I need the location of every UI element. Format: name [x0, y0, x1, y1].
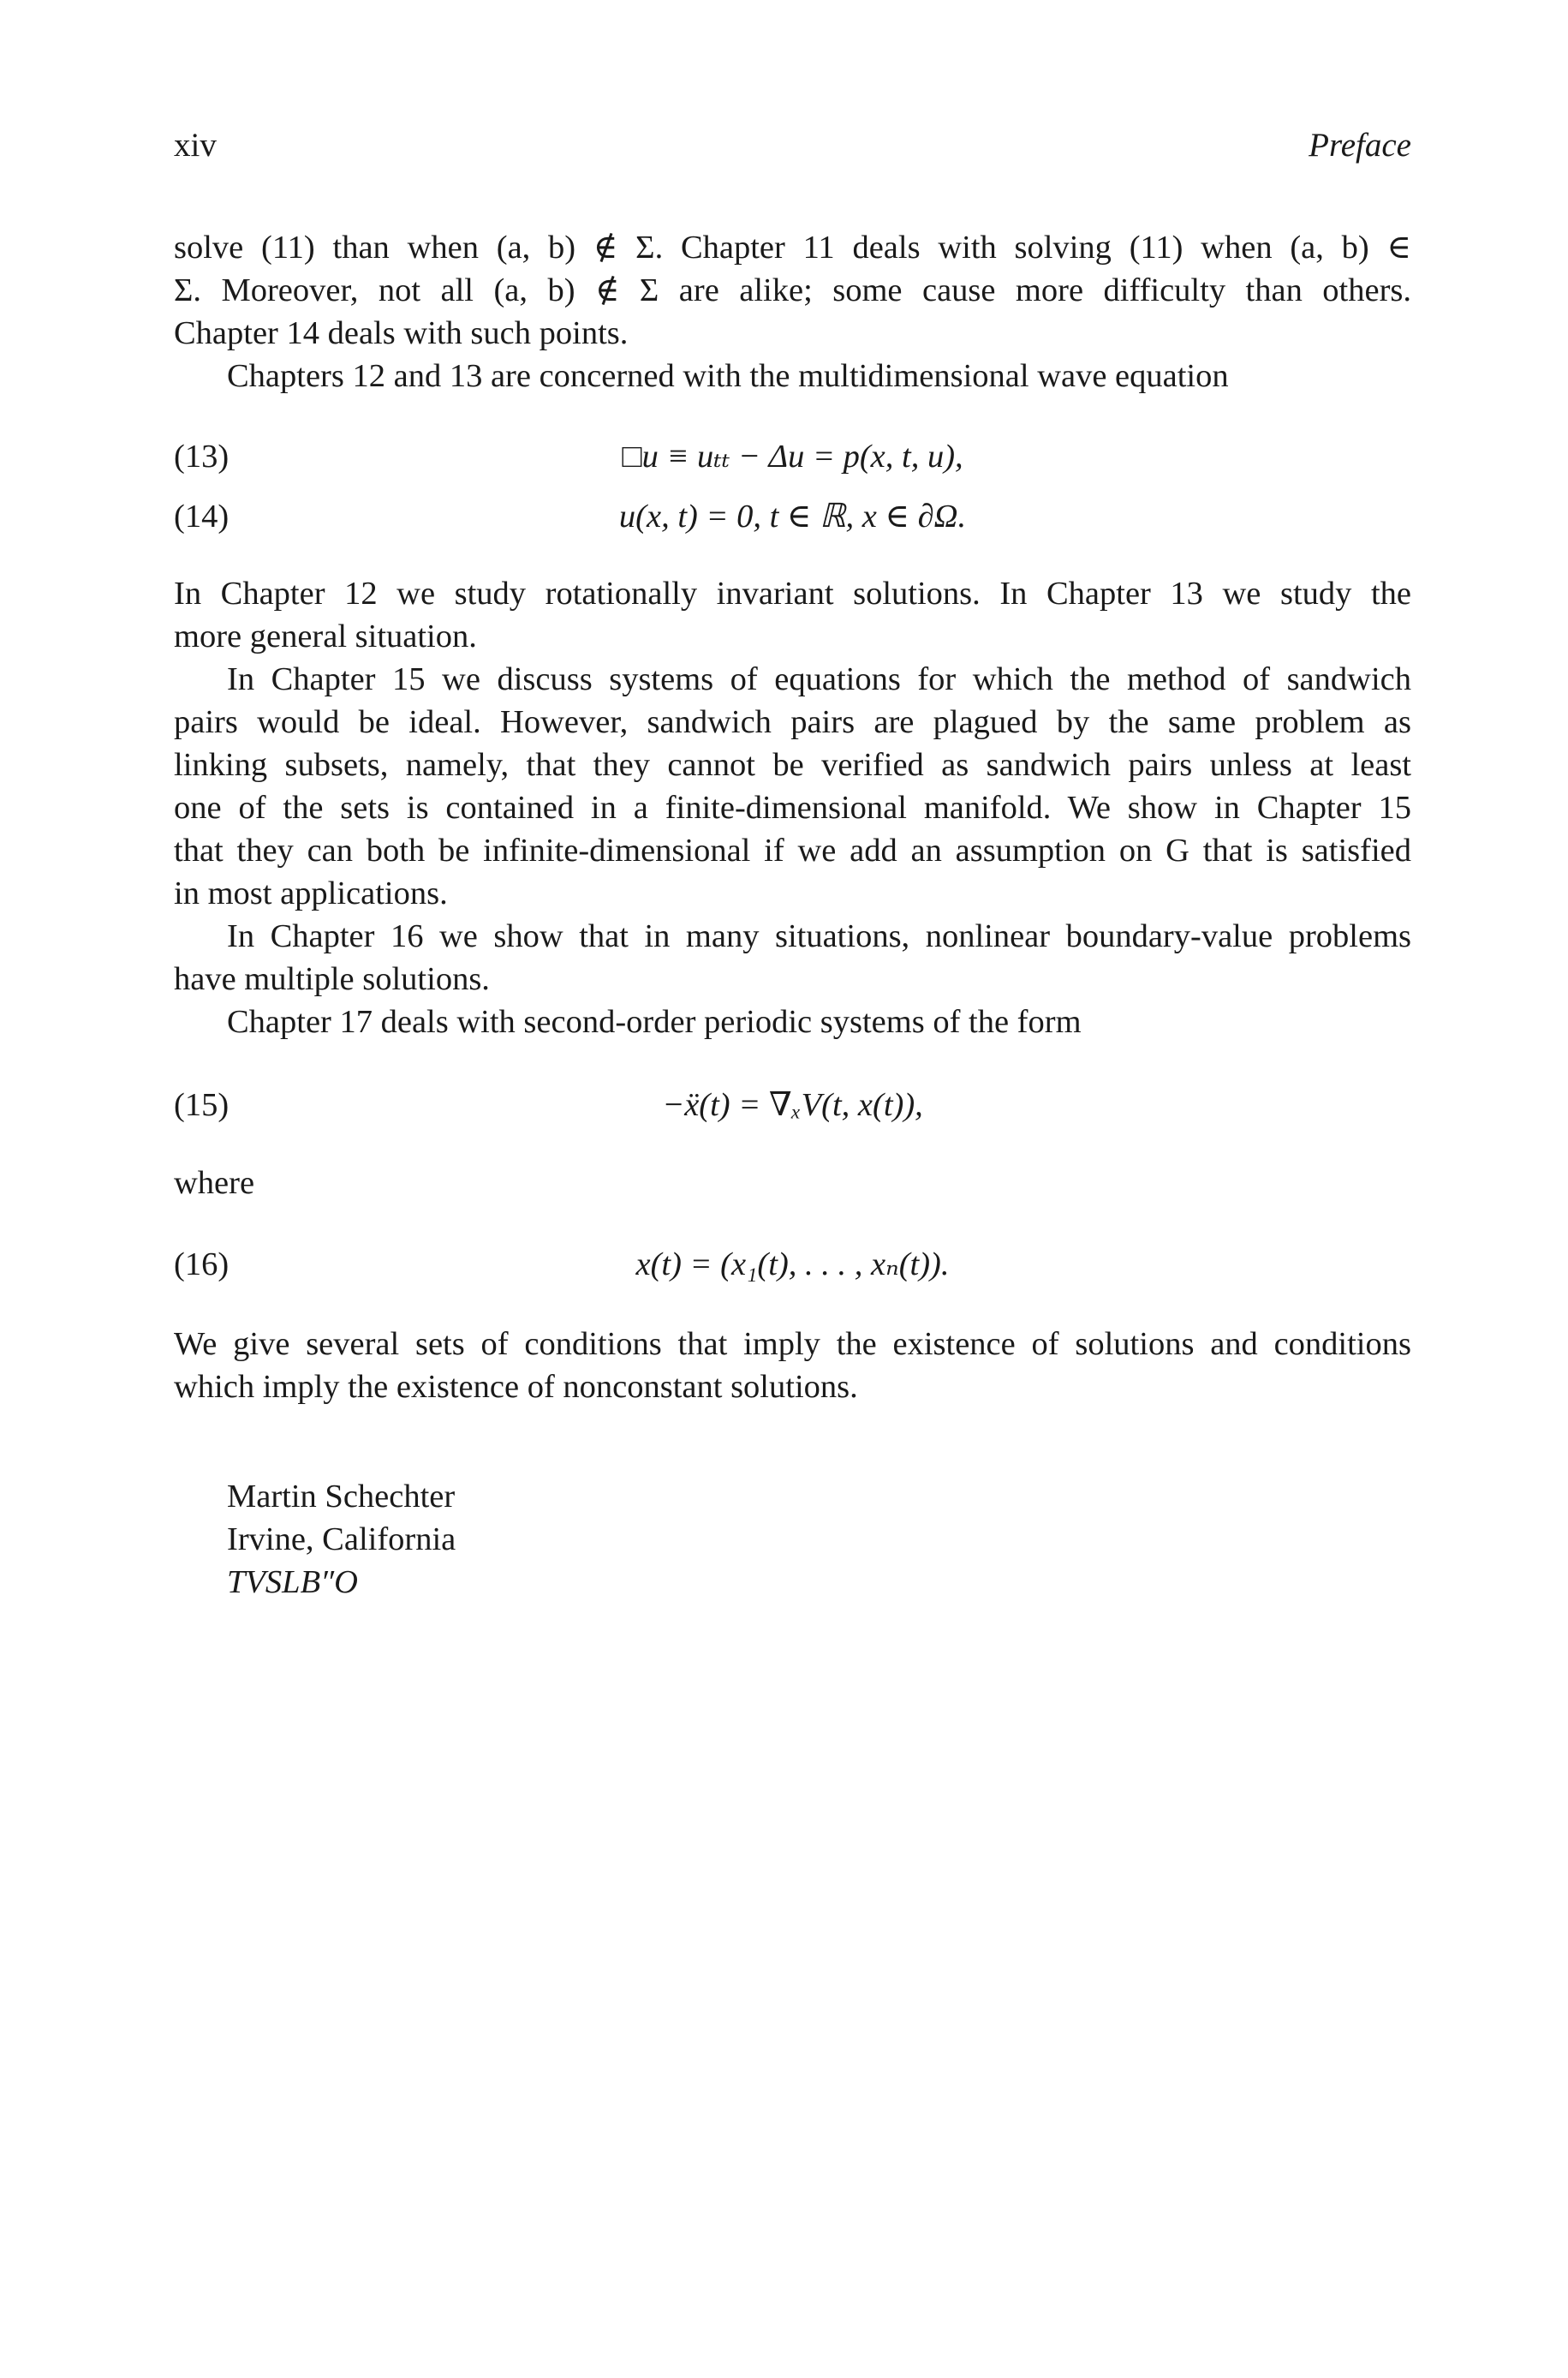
author-name: Martin Schechter: [227, 1479, 456, 1515]
author-place: Irvine, California: [227, 1521, 456, 1557]
equation-number: (14): [174, 499, 230, 535]
text-line: where: [174, 1165, 255, 1201]
equation-14: [174, 495, 1411, 538]
equation-body: −ẍ(t) = ∇ₓV(t, x(t)),: [662, 1087, 923, 1123]
equation-body: □u ≡ uₜₜ − Δu = p(x, t, u),: [622, 439, 963, 475]
equation-number: (15): [174, 1087, 230, 1123]
text-line: In Chapter 16 we show that in many situations, nonlinear boundary-value problems: [227, 918, 1411, 954]
equation-body: x(t) = (x₁(t), . . . , xₙ(t)).: [635, 1246, 950, 1282]
text-line: In Chapter 12 we study rotationally invariant solutions. In Chapter 13 we study the: [174, 576, 1411, 612]
text-line: more general situation.: [174, 618, 477, 654]
page-number: xiv: [174, 127, 217, 164]
equation-13: [174, 435, 1411, 478]
text-line: Chapters 12 and 13 are concerned with the multidimensional wave equation: [227, 358, 1229, 394]
text-line: In Chapter 15 we discuss systems of equations for which the method of sandwich: [227, 661, 1411, 697]
text-line: Σ. Moreover, not all (a, b) ∉ Σ are alike; some cause more difficulty than others.: [174, 272, 1411, 308]
text-line: one of the sets is contained in a finite-dimensional manifold. We show in Chapter 15: [174, 790, 1411, 826]
date-code: TVSLB″O: [227, 1564, 358, 1600]
text-line: have multiple solutions.: [174, 961, 490, 997]
text-line: pairs would be ideal. However, sandwich pairs are plagued by the same problem as: [174, 704, 1411, 740]
equation-number: (16): [174, 1246, 230, 1282]
equation-number: (13): [174, 439, 230, 475]
equation-body: u(x, t) = 0, t ∈ ℝ, x ∈ ∂Ω.: [618, 499, 967, 535]
equation-16: [174, 1243, 1411, 1286]
running-title: Preface: [1309, 127, 1411, 164]
equation-15: [174, 1084, 1411, 1126]
text-line: solve (11) than when (a, b) ∉ Σ. Chapter 11 deals with solving (11) when (a, b) ∈: [174, 230, 1411, 266]
text-line: Chapter 17 deals with second-order periodic systems of the form: [227, 1004, 1082, 1040]
text-line: We give several sets of conditions that imply the existence of solutions and conditions: [174, 1326, 1411, 1362]
text-line: in most applications.: [174, 875, 448, 911]
text-line: linking subsets, namely, that they cannot be verified as sandwich pairs unless at least: [174, 747, 1411, 783]
text-line: that they can both be infinite-dimensional if we add an assumption on G that is satisfied: [174, 833, 1411, 869]
text-line: Chapter 14 deals with such points.: [174, 315, 629, 351]
text-line: which imply the existence of nonconstant solutions.: [174, 1369, 858, 1405]
